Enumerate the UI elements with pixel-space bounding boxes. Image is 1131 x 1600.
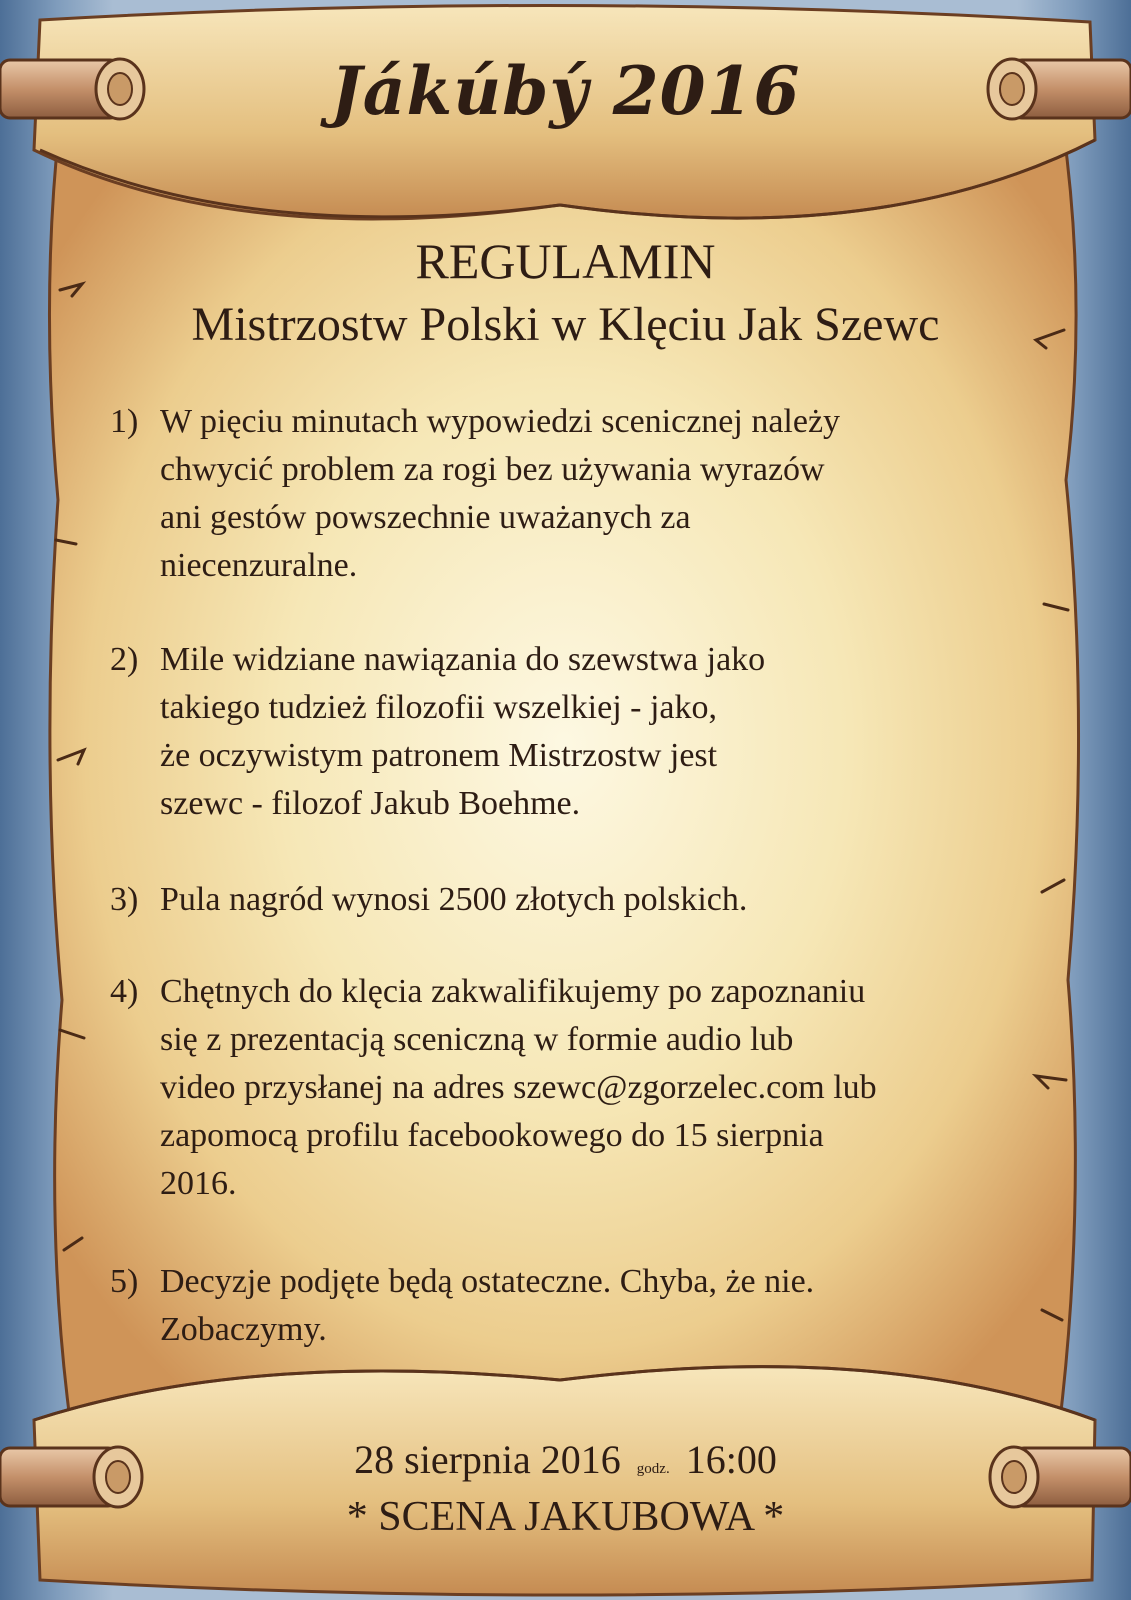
event-time: 16:00 bbox=[685, 1437, 777, 1482]
rule-text bbox=[160, 1258, 1040, 1354]
rule-line: się z prezentacją sceniczną w formie audio lub bbox=[160, 1021, 794, 1058]
rule-number: 2) bbox=[110, 641, 139, 678]
rule-line: chwycić problem za rogi bez używania wyrazów bbox=[160, 451, 825, 488]
rule-line: W pięciu minutach wypowiedzi scenicznej należy bbox=[160, 403, 841, 440]
festival-title: Jákúbý 2016 bbox=[330, 52, 801, 130]
rule-text bbox=[160, 968, 1040, 1208]
rule-line: video przysłanej na adres szewc@zgorzelec.com lub bbox=[160, 1069, 877, 1106]
rule-number: 1) bbox=[110, 403, 139, 440]
rule-line: zapomocą profilu facebookowego do 15 sierpnia bbox=[160, 1117, 824, 1154]
rule-line: szewc - filozof Jakub Boehme. bbox=[160, 785, 581, 822]
event-date: 28 sierpnia 2016 bbox=[354, 1437, 621, 1482]
regulation-heading: REGULAMIN bbox=[415, 233, 716, 289]
regulation-subheading: Mistrzostw Polski w Klęciu Jak Szewc bbox=[191, 298, 940, 351]
rule-line: 2016. bbox=[160, 1165, 237, 1202]
rule-number: 5) bbox=[110, 1263, 139, 1300]
rule-text bbox=[160, 636, 1040, 828]
rule-number: 4) bbox=[110, 973, 139, 1010]
rule-number: 3) bbox=[110, 881, 139, 918]
rule-text bbox=[160, 876, 1040, 924]
rule-line: Chętnych do klęcia zakwalifikujemy po zapoznaniu bbox=[160, 973, 866, 1010]
event-date-time bbox=[0, 1435, 1131, 1494]
rule-line: Zobaczymy. bbox=[160, 1311, 327, 1348]
rule-line: Mile widziane nawiązania do szewstwa jako bbox=[160, 641, 766, 678]
rule-text bbox=[160, 398, 1040, 590]
rule-line: niecenzuralne. bbox=[160, 547, 358, 584]
event-venue: * SCENA JAKUBOWA * bbox=[346, 1494, 785, 1540]
rule-line: Decyzje podjęte będą ostateczne. Chyba, że nie. bbox=[160, 1263, 815, 1300]
rule-line: że oczywistym patronem Mistrzostw jest bbox=[160, 737, 718, 774]
rule-line: takiego tudzież filozofii wszelkiej - jako, bbox=[160, 689, 718, 726]
event-hour-label: godz. bbox=[636, 1461, 670, 1477]
rule-line: Pula nagród wynosi 2500 złotych polskich. bbox=[160, 881, 748, 918]
rule-line: ani gestów powszechnie uważanych za bbox=[160, 499, 691, 536]
